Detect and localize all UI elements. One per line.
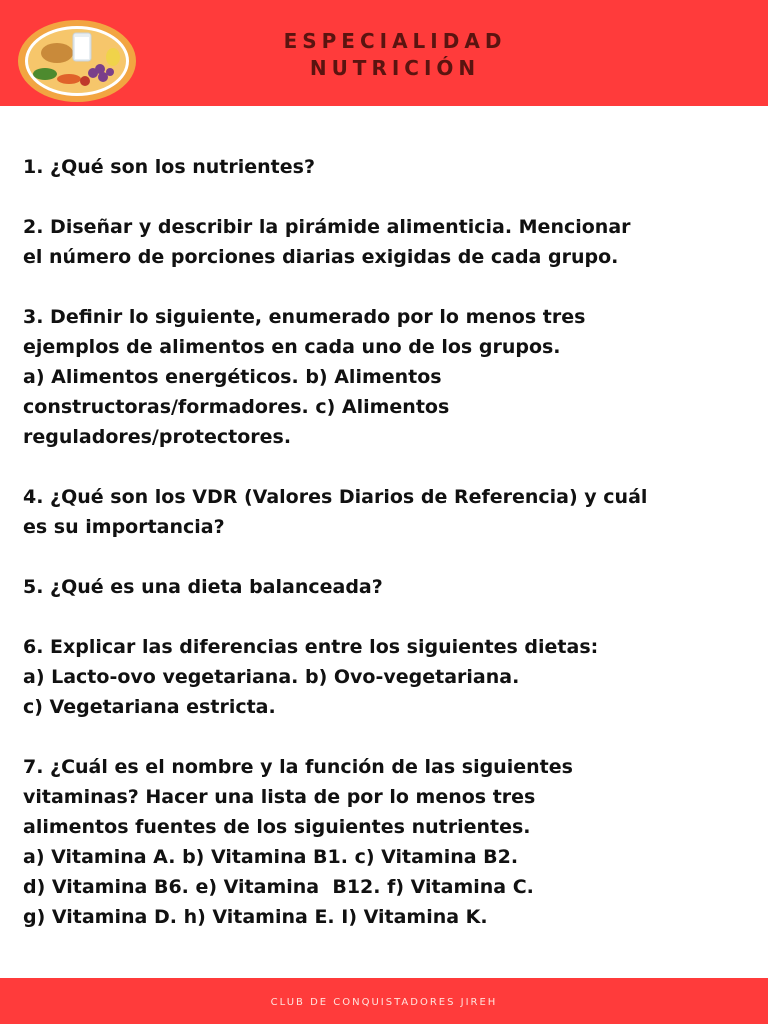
question-line: g) Vitamina D. h) Vitamina E. I) Vitamina K. [23, 906, 488, 928]
question-item [23, 632, 733, 722]
question-line: c) Vegetariana estricta. [23, 696, 276, 718]
question-line: a) Vitamina A. b) Vitamina B1. c) Vitamina B2. [23, 846, 519, 868]
question-line: d) Vitamina B6. e) Vitamina B12. f) Vitamina C. [23, 876, 534, 898]
question-line: 4. ¿Qué son los VDR (Valores Diarios de Referencia) y cuál [23, 486, 648, 508]
header-bar [0, 0, 768, 106]
question-list [23, 152, 733, 962]
question-item [23, 482, 733, 542]
footer-bar [0, 978, 768, 1024]
question-line: 1. ¿Qué son los nutrientes? [23, 156, 315, 178]
question-line: a) Alimentos energéticos. b) Alimentos [23, 366, 442, 388]
question-line: es su importancia? [23, 516, 225, 538]
title-line-2: NUTRICIÓN [309, 56, 481, 80]
question-line: 3. Definir lo siguiente, enumerado por lo menos tres [23, 306, 586, 328]
title-line-1: ESPECIALIDAD [283, 29, 507, 53]
question-line: alimentos fuentes de los siguientes nutrientes. [23, 816, 531, 838]
question-line: vitaminas? Hacer una lista de por lo menos tres [23, 786, 536, 808]
question-item [23, 302, 733, 452]
question-line: reguladores/protectores. [23, 426, 292, 448]
question-line: constructoras/formadores. c) Alimentos [23, 396, 450, 418]
nutrition-badge-icon [17, 19, 137, 103]
question-item [23, 152, 733, 182]
question-line: 2. Diseñar y describir la pirámide alimenticia. Mencionar [23, 216, 631, 238]
footer-club-name: CLUB DE CONQUISTADORES JIREH [270, 997, 498, 1008]
question-item [23, 752, 733, 932]
question-line: 6. Explicar las diferencias entre los siguientes dietas: [23, 636, 599, 658]
question-item [23, 212, 733, 272]
question-line: 7. ¿Cuál es el nombre y la función de las siguientes [23, 756, 573, 778]
page-title [250, 28, 540, 82]
question-line: ejemplos de alimentos en cada uno de los grupos. [23, 336, 561, 358]
question-line: a) Lacto-ovo vegetariana. b) Ovo-vegetariana. [23, 666, 520, 688]
question-line: 5. ¿Qué es una dieta balanceada? [23, 576, 383, 598]
question-item [23, 572, 733, 602]
question-line: el número de porciones diarias exigidas de cada grupo. [23, 246, 619, 268]
